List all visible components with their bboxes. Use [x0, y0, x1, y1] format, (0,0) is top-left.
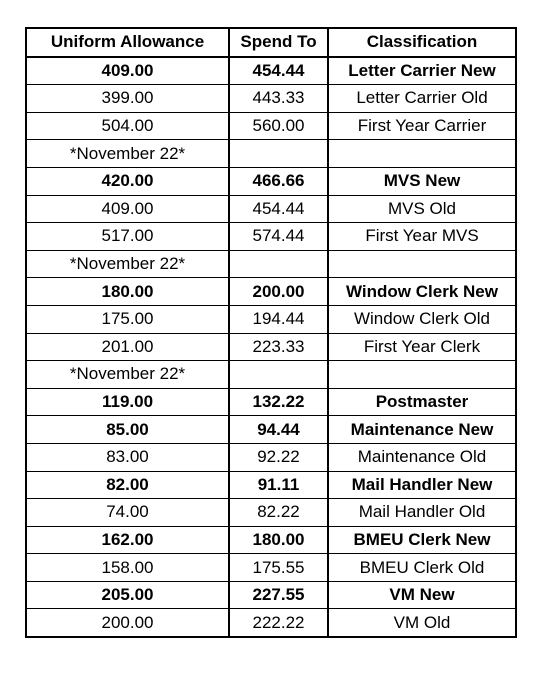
allowance-cell: 158.00 [26, 554, 229, 582]
table-row [26, 333, 516, 361]
table-row [26, 526, 516, 554]
table-row [26, 223, 516, 251]
allowance-cell: 420.00 [26, 167, 229, 195]
allowance-cell: 85.00 [26, 416, 229, 444]
header-spend-to: Spend To [229, 28, 328, 57]
empty-cell [229, 250, 328, 278]
header-uniform-allowance: Uniform Allowance [26, 28, 229, 57]
classification-cell: BMEU Clerk Old [328, 554, 516, 582]
table-row [26, 361, 516, 389]
spend-to-cell: 180.00 [229, 526, 328, 554]
spend-to-cell: 223.33 [229, 333, 328, 361]
table-row [26, 416, 516, 444]
table-body [26, 57, 516, 637]
table-row [26, 471, 516, 499]
table-row [26, 581, 516, 609]
spend-to-cell: 222.22 [229, 609, 328, 637]
table-row [26, 250, 516, 278]
table-row [26, 85, 516, 113]
note-cell: *November 22* [26, 361, 229, 389]
allowance-cell: 409.00 [26, 57, 229, 85]
classification-cell: Postmaster [328, 388, 516, 416]
classification-cell: Letter Carrier Old [328, 85, 516, 113]
spend-to-cell: 194.44 [229, 305, 328, 333]
classification-cell: First Year Carrier [328, 112, 516, 140]
classification-cell: Window Clerk New [328, 278, 516, 306]
classification-cell: Maintenance Old [328, 443, 516, 471]
spend-to-cell: 227.55 [229, 581, 328, 609]
uniform-allowance-table [25, 27, 517, 638]
allowance-cell: 74.00 [26, 499, 229, 527]
allowance-cell: 180.00 [26, 278, 229, 306]
note-cell: *November 22* [26, 250, 229, 278]
allowance-cell: 200.00 [26, 609, 229, 637]
table-row [26, 167, 516, 195]
spend-to-cell: 454.44 [229, 195, 328, 223]
spend-to-cell: 574.44 [229, 223, 328, 251]
header-classification: Classification [328, 28, 516, 57]
spend-to-cell: 454.44 [229, 57, 328, 85]
allowance-cell: 517.00 [26, 223, 229, 251]
allowance-cell: 175.00 [26, 305, 229, 333]
spend-to-cell: 560.00 [229, 112, 328, 140]
table-row [26, 554, 516, 582]
spend-to-cell: 466.66 [229, 167, 328, 195]
empty-cell [229, 361, 328, 389]
table-row [26, 443, 516, 471]
spend-to-cell: 94.44 [229, 416, 328, 444]
allowance-cell: 409.00 [26, 195, 229, 223]
table-row [26, 388, 516, 416]
classification-cell: Maintenance New [328, 416, 516, 444]
classification-cell: Window Clerk Old [328, 305, 516, 333]
note-cell: *November 22* [26, 140, 229, 168]
empty-cell [328, 361, 516, 389]
classification-cell: VM New [328, 581, 516, 609]
empty-cell [328, 250, 516, 278]
classification-cell: Mail Handler New [328, 471, 516, 499]
allowance-cell: 201.00 [26, 333, 229, 361]
spend-to-cell: 175.55 [229, 554, 328, 582]
table-row [26, 57, 516, 85]
table-row [26, 112, 516, 140]
allowance-cell: 205.00 [26, 581, 229, 609]
spend-to-cell: 200.00 [229, 278, 328, 306]
empty-cell [328, 140, 516, 168]
allowance-cell: 504.00 [26, 112, 229, 140]
header-row [26, 28, 516, 57]
spend-to-cell: 82.22 [229, 499, 328, 527]
spend-to-cell: 443.33 [229, 85, 328, 113]
table-row [26, 499, 516, 527]
allowance-cell: 82.00 [26, 471, 229, 499]
table-row [26, 609, 516, 637]
table-row [26, 195, 516, 223]
spend-to-cell: 92.22 [229, 443, 328, 471]
classification-cell: First Year MVS [328, 223, 516, 251]
classification-cell: MVS New [328, 167, 516, 195]
classification-cell: VM Old [328, 609, 516, 637]
allowance-cell: 83.00 [26, 443, 229, 471]
classification-cell: Mail Handler Old [328, 499, 516, 527]
spend-to-cell: 91.11 [229, 471, 328, 499]
empty-cell [229, 140, 328, 168]
allowance-cell: 119.00 [26, 388, 229, 416]
classification-cell: MVS Old [328, 195, 516, 223]
table-row [26, 140, 516, 168]
classification-cell: BMEU Clerk New [328, 526, 516, 554]
classification-cell: First Year Clerk [328, 333, 516, 361]
classification-cell: Letter Carrier New [328, 57, 516, 85]
spend-to-cell: 132.22 [229, 388, 328, 416]
allowance-cell: 162.00 [26, 526, 229, 554]
allowance-cell: 399.00 [26, 85, 229, 113]
table-row [26, 278, 516, 306]
table-row [26, 305, 516, 333]
